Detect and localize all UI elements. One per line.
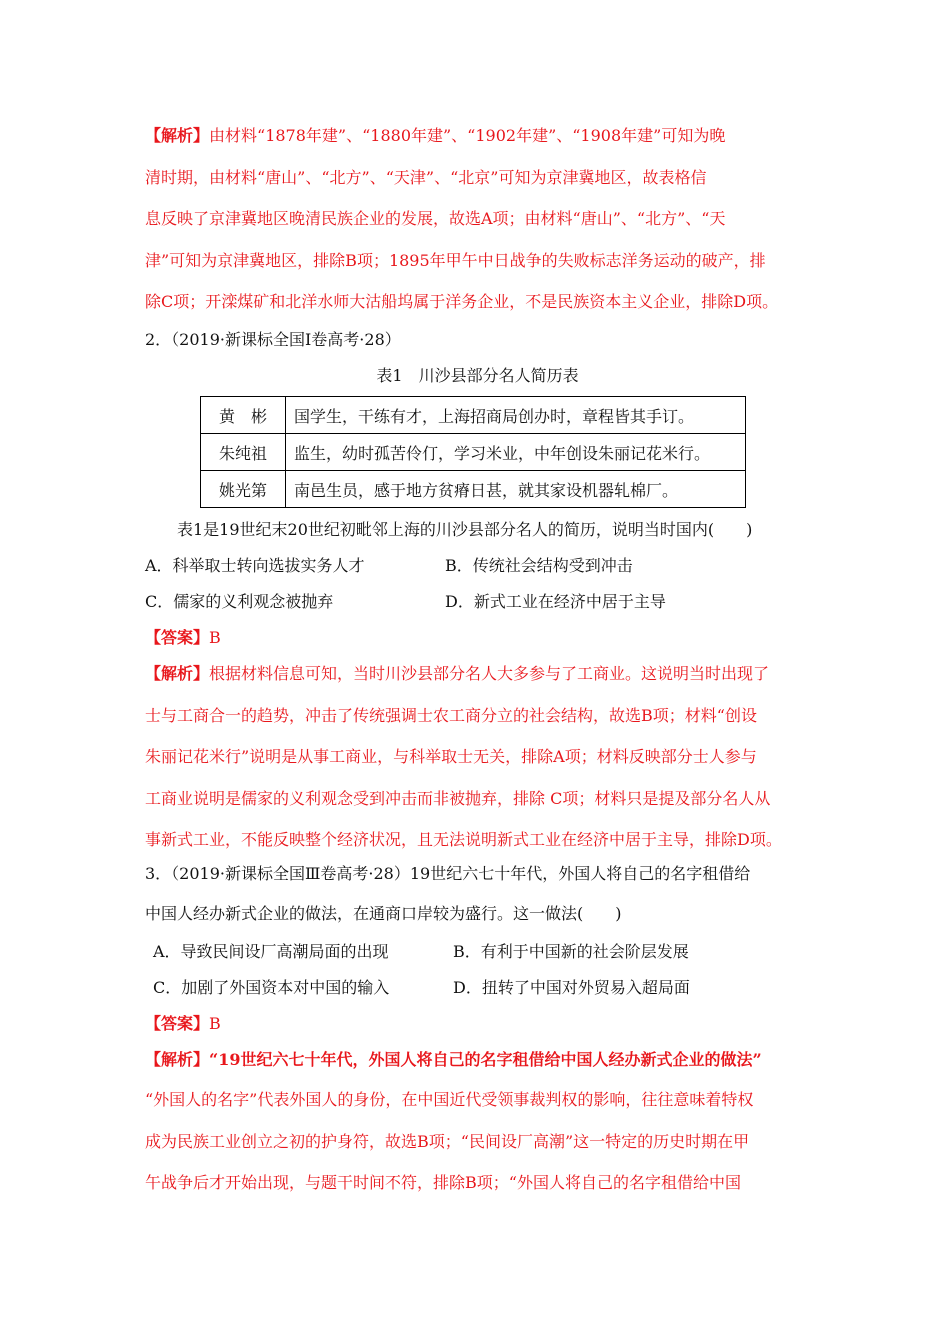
q1-analysis-line-3: 息反映了京津冀地区晚清民族企业的发展，故选A项；由材料“唐山”、“北方”、“天: [145, 209, 726, 228]
q2-analysis-line-4: 工商业说明是儒家的义利观念受到冲击而非被抛弃，排除 C项；材料只是提及部分名人从: [145, 789, 771, 808]
table-cell-name: 黄 彬: [201, 397, 286, 434]
q2-analysis-tag: 【解析】: [145, 664, 210, 683]
q3-option-b: B．有利于中国新的社会阶层发展: [453, 942, 689, 961]
q3-analysis-tag: 【解析】: [145, 1050, 210, 1069]
q3-analysis-line-2: “外国人的名字”代表外国人的身份，在中国近代受领事裁判权的影响，往往意味着特权: [145, 1090, 754, 1109]
q3-options-row-1: [153, 942, 689, 962]
q2-answer-value: B: [209, 628, 221, 647]
table-cell-name: 姚光第: [201, 471, 286, 508]
q1-analysis-line-5: 除C项；开滦煤矿和北洋水师大沽船坞属于洋务企业，不是民族资本主义企业，排除D项。: [145, 292, 779, 311]
q2-answer-tag: 【答案】: [145, 628, 210, 647]
q3-answer-tag: 【答案】: [145, 1014, 210, 1033]
bio-table: [200, 396, 746, 508]
q2-analysis-line-3: 朱丽记花米行”说明是从事工商业，与科举取士无关，排除A项；材料反映部分士人参与: [145, 747, 757, 766]
q3-answer-value: B: [209, 1014, 221, 1033]
q3-analysis-text: “19世纪六七十年代，外国人将自己的名字租借给中国人经办新式企业的做法”: [209, 1050, 762, 1069]
q1-analysis-line-2: 清时期，由材料“唐山”、“北方”、“天津”、“北京”可知为京津冀地区，故表格信: [145, 168, 707, 187]
table-row: [201, 434, 746, 471]
q2-analysis-line-5: 事新式工业，不能反映整个经济状况，且无法说明新式工业在经济中居于主导，排除D项。: [145, 830, 782, 849]
q3-analysis-line-3: 成为民族工业创立之初的护身符，故选B项；“民间设厂高潮”这一特定的历史时期在甲: [145, 1132, 750, 1151]
q3-option-a: A．导致民间设厂高潮局面的出现: [153, 942, 389, 961]
q2-stem: 表1是19世纪末20世纪初毗邻上海的川沙县部分名人的简历，说明当时国内( ): [177, 520, 753, 539]
q3-analysis-line-1: [145, 1050, 762, 1070]
q2-option-c: C．儒家的义利观念被抛弃: [145, 592, 334, 611]
q3-option-d: D．扭转了中国对外贸易入超局面: [453, 978, 690, 997]
q2-answer: [145, 628, 221, 648]
table-cell-desc: 南邑生员，感于地方贫瘠日甚，就其家设机器轧棉厂。: [286, 471, 746, 508]
q2-option-b: B．传统社会结构受到冲击: [445, 556, 633, 575]
q3-analysis-line-4: 午战争后才开始出现，与题干时间不符，排除B项；“外国人将自己的名字租借给中国: [145, 1173, 741, 1192]
q2-header: 2．（2019·新课标全国Ⅰ卷高考·28）: [145, 330, 401, 349]
table-cell-desc: 监生，幼时孤苦伶仃，学习米业，中年创设朱丽记花米行。: [286, 434, 746, 471]
q1-analysis-line-4: 津”可知为京津冀地区，排除B项；1895年甲午中日战争的失败标志洋务运动的破产，排: [145, 251, 766, 270]
q2-options-row-2: [145, 592, 666, 612]
q2-option-d: D．新式工业在经济中居于主导: [445, 592, 666, 611]
q1-analysis-text: 由材料“1878年建”、“1880年建”、“1902年建”、“1908年建”可知为晚: [209, 126, 726, 145]
q2-table-caption: 表1 川沙县部分名人简历表: [376, 366, 579, 385]
q2-option-a: A．科举取士转向选拔实务人才: [145, 556, 365, 575]
q3-stem-line-1: 3．（2019·新课标全国Ⅲ卷高考·28）19世纪六七十年代，外国人将自己的名字租借给: [145, 864, 751, 883]
table-cell-name: 朱纯祖: [201, 434, 286, 471]
q3-option-c: C．加剧了外国资本对中国的输入: [153, 978, 390, 997]
q3-options-row-2: [153, 978, 690, 998]
q2-table-wrapper: [145, 396, 746, 508]
table-row: [201, 397, 746, 434]
table-cell-desc: 国学生，干练有才，上海招商局创办时，章程皆其手订。: [286, 397, 746, 434]
q3-answer: [145, 1014, 221, 1034]
q2-options-row-1: [145, 556, 633, 576]
q1-analysis-line-1: [145, 126, 725, 146]
q3-stem-line-2: 中国人经办新式企业的做法，在通商口岸较为盛行。这一做法( ): [145, 904, 622, 923]
q2-analysis-line-1: [145, 664, 769, 684]
q2-analysis-line-2: 士与工商合一的趋势，冲击了传统强调士农工商分立的社会结构，故选B项；材料“创设: [145, 706, 757, 725]
table-row: [201, 471, 746, 508]
q1-analysis-tag: 【解析】: [145, 126, 210, 145]
q2-analysis-text: 根据材料信息可知，当时川沙县部分名人大多参与了工商业。这说明当时出现了: [209, 664, 770, 683]
